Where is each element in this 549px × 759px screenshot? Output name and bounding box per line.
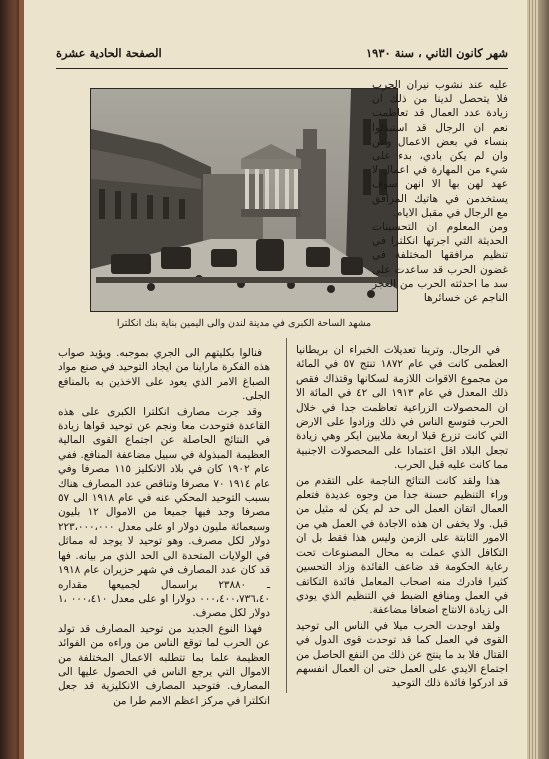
right-paragraph-3: ولقد اوجدت الحرب ميلا في الناس الى توحيد القوى في العمل كما قد توحدت قوى الدول في القتال فلا بد ما ينتج عن ذلك من النفع الحاصل من اجتماع الايدي على العمل حتى ان العمال انفسهم قد ادركوا فائدة ذلك التوحيد <box>296 619 508 690</box>
left-paragraph-1: فنالوا بكليتهم الى الجري بموجبه. ويؤيد صواب هذه الفكرة ماراينا من ايجاد التوحيد في صنع مواد الصباغ الامر الذي يعود على الاخذين به بالمنافع الجلى. <box>58 347 270 403</box>
right-text-column <box>296 343 508 692</box>
header-date: شهر كانون الثاني ، سنة ١٩٣٠ <box>365 46 508 60</box>
side-paragraph-1: عليه عند نشوب نيران الحرب فلا يتحصل لدينا من ذلك ان زيادة عدد العمال قد تعاظمت نعم ان الرجال قد استبدلوا بنساء في بعض الاعمال وعن وان لم يكن بادي، بدء على شيء من المهارة في اعمال لا عهد لهن بها الا انهن سوف يستخدمن في هاتيك المرافق مع الرجال في مقبل الايام. <box>372 79 508 219</box>
left-paragraph-2: وقد جرت مصارف انكلترا الكبرى على هذه القاعدة فتوحدت معا ونجم عن توحيد قواها زيادة في النتائج الحاصلة عن اجتماع القوى المالية العظيمة المبذولة في سبيل مضاعفة المنافع. ففي عام ١٩٠٢ كان في بلاد الانكليز ١١٥ مصرفا وفي عام ١٩١٤ ٧٠ مصرفا وتناقص عدد المصارف هناك بسبب التوحيد المحكي عنه في عام ١٩١٨ الى ٥٧ مصرفا وجد فيها جميعا من الاموال ١٢ بليون وسبعمائة مليون دولار او على معدل ٢٢٣،٠٠٠،٠٠٠ دولار لكل مصرف. وهو توحيد لا يوجد له مماثل في الولايات المتحدة الى الحد الذي مر بيانه. فها قد كان عدد المصارف في شهر حزيران عام ١٩١٨ ـ ٢٣٨٨٠ براسمال لجميعها مقداره ٠٠٠،٤٠٠،٧٣٦،٤٠ دولارا او على معدل ٠٠٠،٤١٠ ،١ دولار لكل مصرف. <box>58 405 270 620</box>
book-page <box>24 0 530 759</box>
side-paragraph-2: ومن المعلوم ان التحسينات الحديثة التي اجرتها انكلترا في تنظيم مرافقها المختلفة في غضون الحرب قد ساعدت على سد ما احدثته الحرب من العجز الناجم عن خسائرها <box>372 221 508 305</box>
side-column <box>372 78 508 305</box>
left-text-column <box>58 346 270 709</box>
page-edges <box>527 0 549 759</box>
right-paragraph-1: في الرجال. وترينا تعديلات الخبراء ان بريطانيا العظمى كانت في عام ١٨٧٢ تنتج ٥٧ في المائة من مجموع الاقوات اللازمة لسكانها وقتذاك فقص ذلك المعدل في عام ١٩١٣ الى ٤٢ في المائة الا ان المحصولات الزراعية تعاظمت جدا في خلال الحرب فتوسع الناس في ذلك وزادوا على الارض التي كانت تزرع قبلا اربعة ملايين ايكر وهي زيادة تجعل البلاد اقل اعتمادا على المحصولات الاجنبية مما كانت عليه قبل الحرب. <box>296 344 508 472</box>
photo-image <box>91 89 397 311</box>
column-divider <box>286 338 287 693</box>
header-rule <box>56 68 508 69</box>
photo-caption: مشهد الساحة الكبرى في مدينة لندن والى اليمين بناية بنك انكلترا <box>116 318 372 329</box>
left-paragraph-3: فهذا النوع الجديد من توحيد المصارف قد تولد عن الحرب لما توقع الناس من وراءه من الفوائد العظيمة علما بما تتطلبه الاعمال المختلفة من الاموال التي يرجع الناس في الحصول عليها الى المصارف. فتوحيد المصارف الانكليزية قد جعل انكلترا في مركز اعظم الامم طرا من <box>58 622 270 707</box>
right-paragraph-2: هذا ولقد كانت النتائج الناجمة على التقدم من وراء التنظيم حسنة جدا من وجوه عديدة فتعلم العمال اتقان العمل الى حد لم يكن له مثيل من قبل. ولا يخفى ان هذه الاجادة في العمل هي من الامور الثابتة على الزمن وليس هذا فقط بل ان التكافل الذي عملت به محال المصنوعات تحت رعاية الحكومة قد ضاعف الفائدة وزاد التحسين كثيرا فادرك منه اصحاب المعامل فائدة التكاتف في العمل ومنافع الضبط في التنظيم الذي يودي الى زيادة الانتاج اضعافا مضاعفة. <box>296 474 508 617</box>
photo-london-square <box>90 88 398 312</box>
running-header <box>56 46 508 64</box>
header-page-label: الصفحة الحادية عشرة <box>56 46 162 60</box>
